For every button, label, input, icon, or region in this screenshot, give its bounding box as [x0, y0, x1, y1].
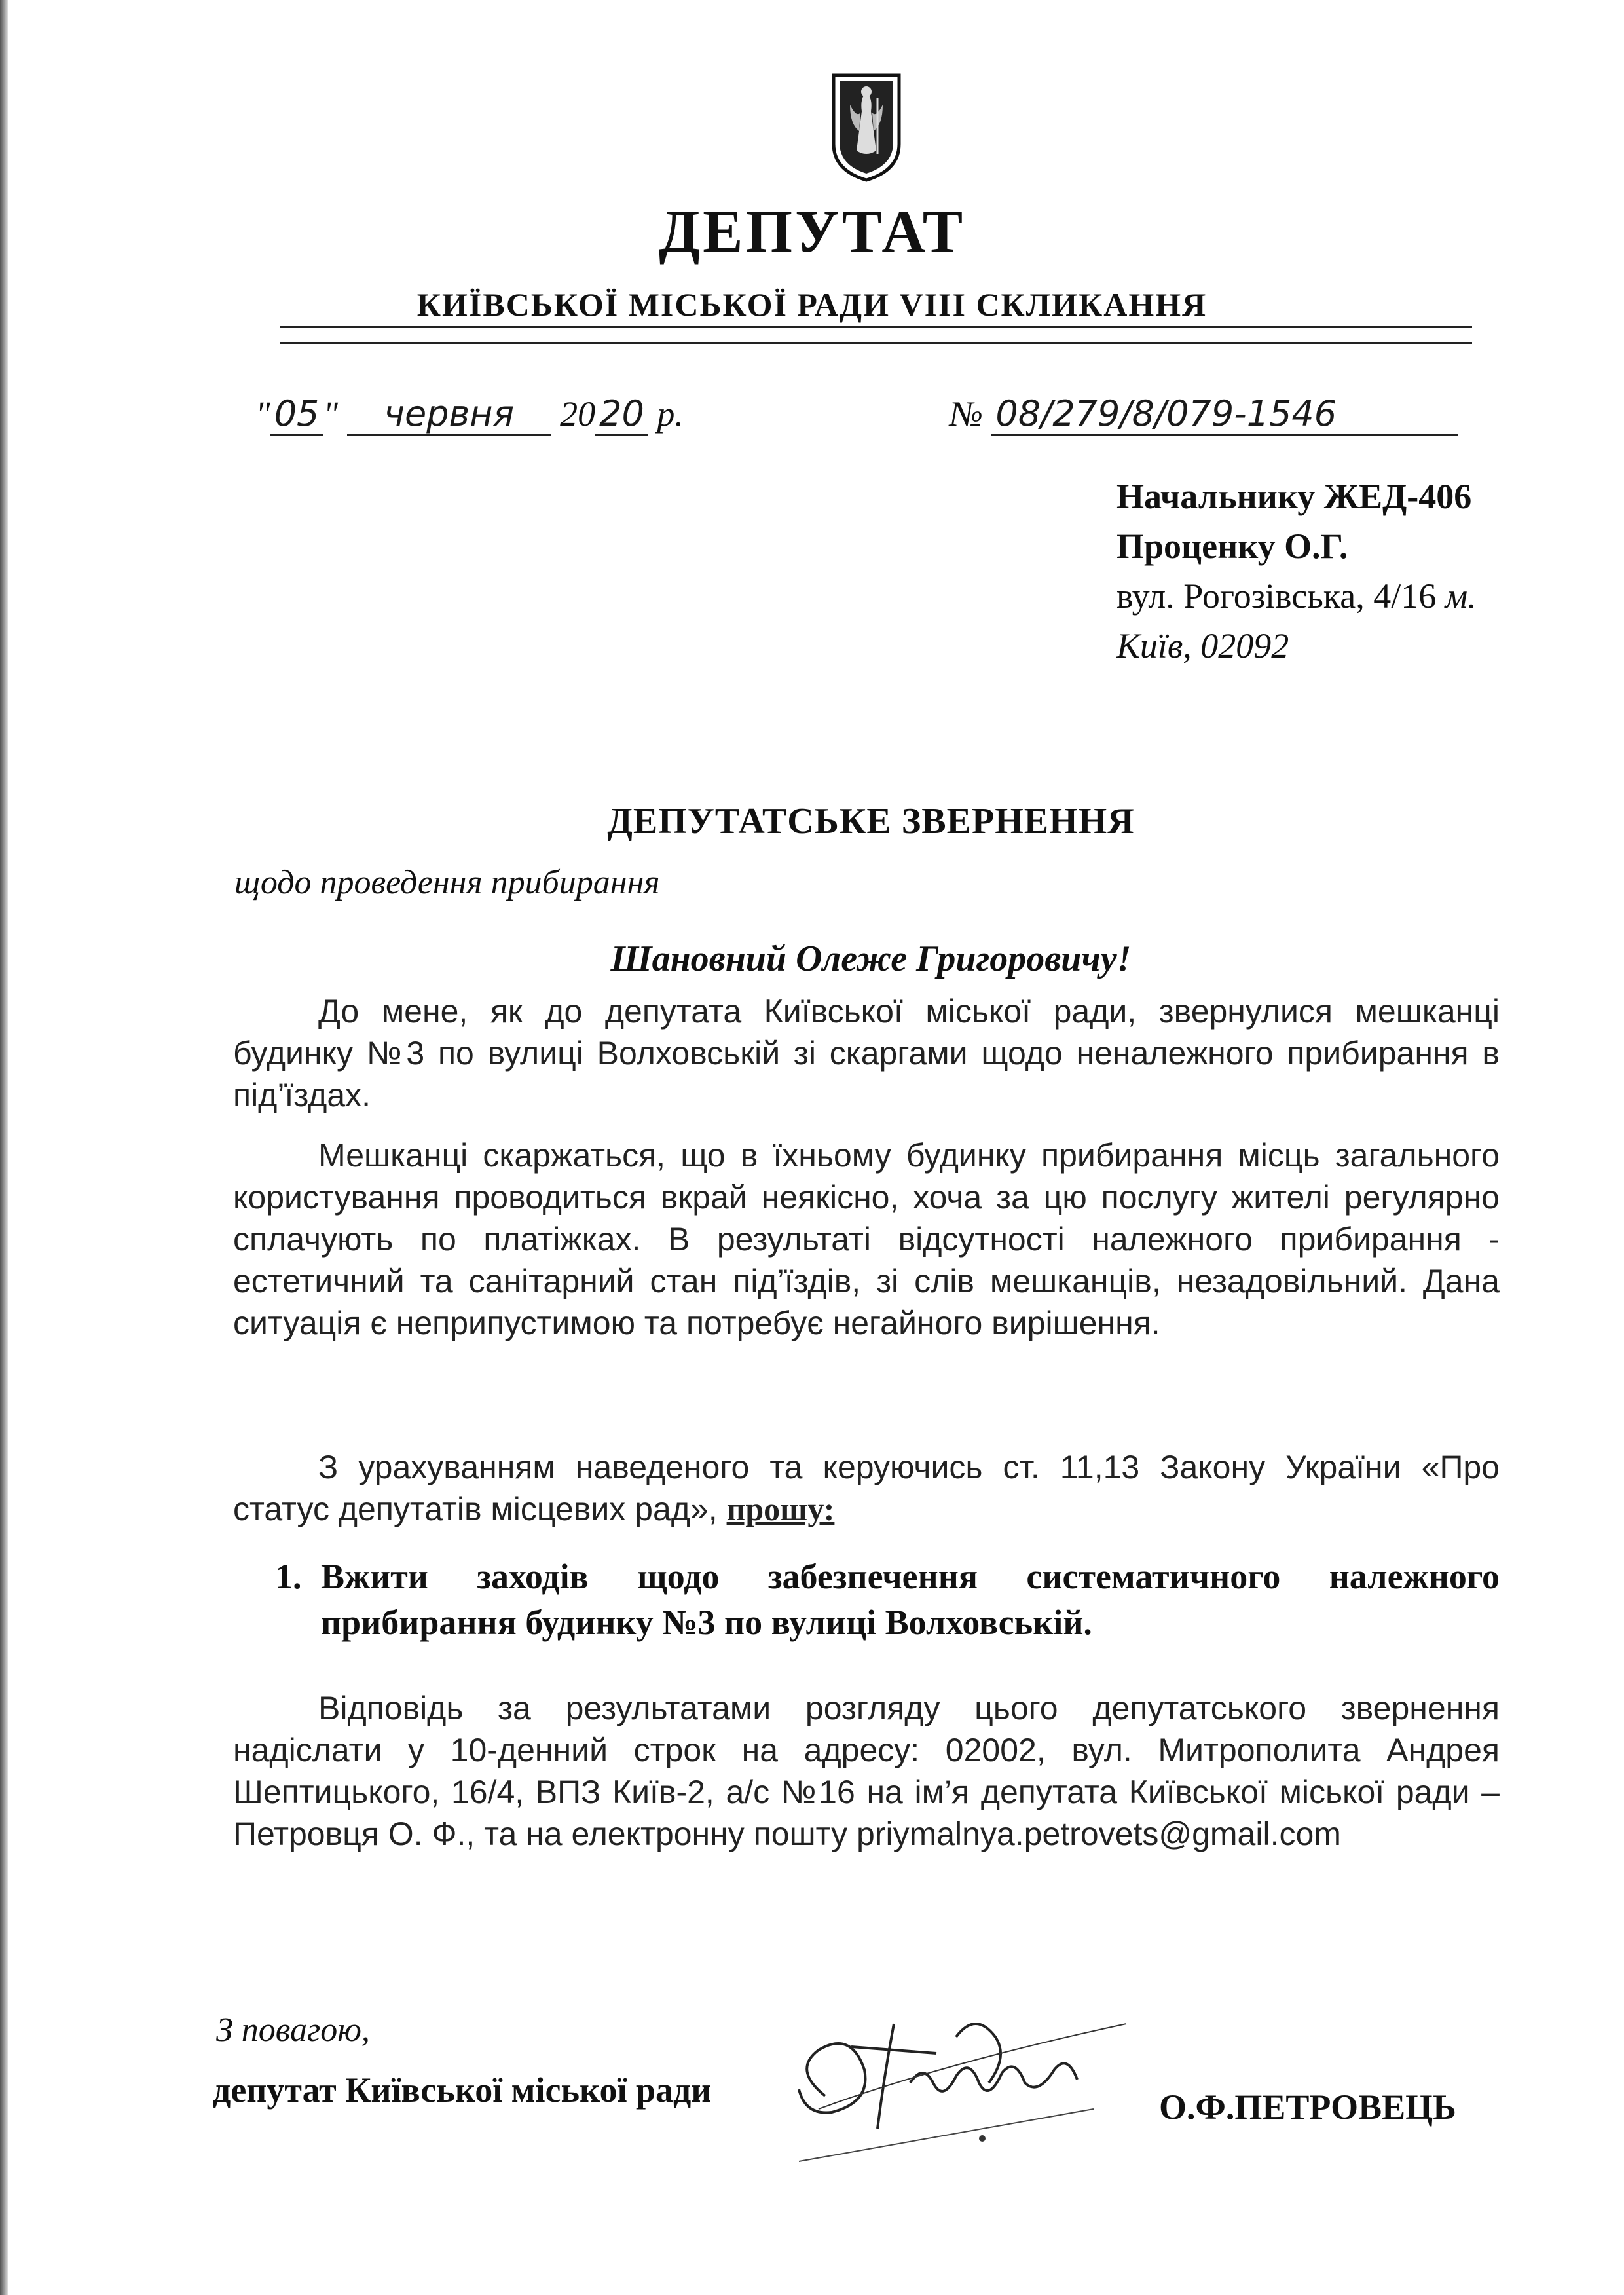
- signatory-name: О.Ф.ПЕТРОВЕЦЬ: [1159, 2087, 1456, 2127]
- header-rule-bottom: [280, 342, 1472, 344]
- date-year-unit: р.: [657, 394, 684, 434]
- handwritten-signature: [779, 1998, 1146, 2181]
- document-subject: щодо проведення прибирання: [234, 864, 660, 901]
- paragraph-3: [233, 1446, 1500, 1530]
- scan-edge: [0, 0, 8, 2295]
- number-value: 08/279/8/079-1546: [991, 393, 1458, 436]
- list-item: Вжити заходів щодо забезпечення систематичного належного прибирання будинку №3 по вулиці Волховській.: [321, 1557, 1500, 1642]
- date-month: червня: [347, 393, 551, 436]
- date-year-suffix: 20: [595, 393, 648, 436]
- paragraph-1: [233, 990, 1500, 1116]
- list-number: 1.: [275, 1557, 302, 1596]
- addressee-position: Начальнику ЖЕД-406: [1116, 477, 1472, 516]
- request-word: прошу:: [726, 1491, 835, 1527]
- paragraph-4-text: Відповідь за результатами розгляду цього депутатського звернення надіслати у 10-денний строк на адресу: 02002, вул. Митрополита Андрея Шептицького, 16/4, ВПЗ Київ-2, а/с №16 на ім’я депутата Київської міської ради – Петровця О. Ф., та на електронну пошту priymalnya.petrovets@gmail.com: [233, 1690, 1500, 1852]
- document-date: [255, 393, 684, 436]
- number-label: №: [950, 394, 983, 434]
- closing-regards: З повагою,: [216, 2011, 370, 2049]
- paragraph-2-text: Мешканці скаржаться, що в їхньому будинку прибирання місць загального користування проводиться вкрай неякісно, хоча за цю послугу жителі регулярно сплачують по платіжках. В результаті відсутності належного прибирання - естетичний та санітарний стан під’їздів, зі слів мешканців, незадовільний. Дана ситуація є неприпустимою та потребує негайного вирішення.: [233, 1137, 1500, 1341]
- date-quote-open: ": [255, 394, 270, 434]
- document-number: [950, 393, 1458, 436]
- header-title: ДЕПУТАТ: [658, 198, 966, 265]
- paragraph-1-text: До мене, як до депутата Київської міської ради, звернулися мешканці будинку №3 по вулиці Волховській зі скаргами щодо неналежного прибирання в під’їздах.: [233, 993, 1500, 1113]
- salutation: Шановний Олеже Григоровичу!: [610, 939, 1132, 979]
- paragraph-3-text: З урахуванням наведеного та керуючись ст. 11,13 Закону України «Про статус депутатів місцевих рад»,: [233, 1449, 1500, 1527]
- addressee-city-abbr: м.: [1445, 576, 1477, 616]
- paragraph-2: [233, 1134, 1500, 1344]
- addressee-city: Київ, 02092: [1116, 626, 1289, 665]
- paragraph-4: [233, 1687, 1500, 1855]
- addressee-street-text: вул. Рогозівська, 4/16: [1116, 576, 1445, 616]
- header-rule-top: [280, 326, 1472, 328]
- closing-role: депутат Київської міської ради: [213, 2070, 712, 2110]
- addressee-name: Проценку О.Г.: [1116, 527, 1348, 566]
- addressee-street: [1116, 571, 1477, 621]
- document-title: ДЕПУТАТСЬКЕ ЗВЕРНЕННЯ: [607, 801, 1135, 842]
- header-subtitle: КИЇВСЬКОЇ МІСЬКОЇ РАДИ VIII СКЛИКАННЯ: [416, 286, 1208, 323]
- addressee-block: [1116, 472, 1477, 671]
- date-day: 05: [270, 393, 323, 436]
- coat-of-arms-icon: [830, 72, 902, 183]
- date-quote-close: ": [323, 394, 339, 434]
- request-list: [275, 1554, 1500, 1645]
- date-year-prefix: 20: [560, 394, 596, 434]
